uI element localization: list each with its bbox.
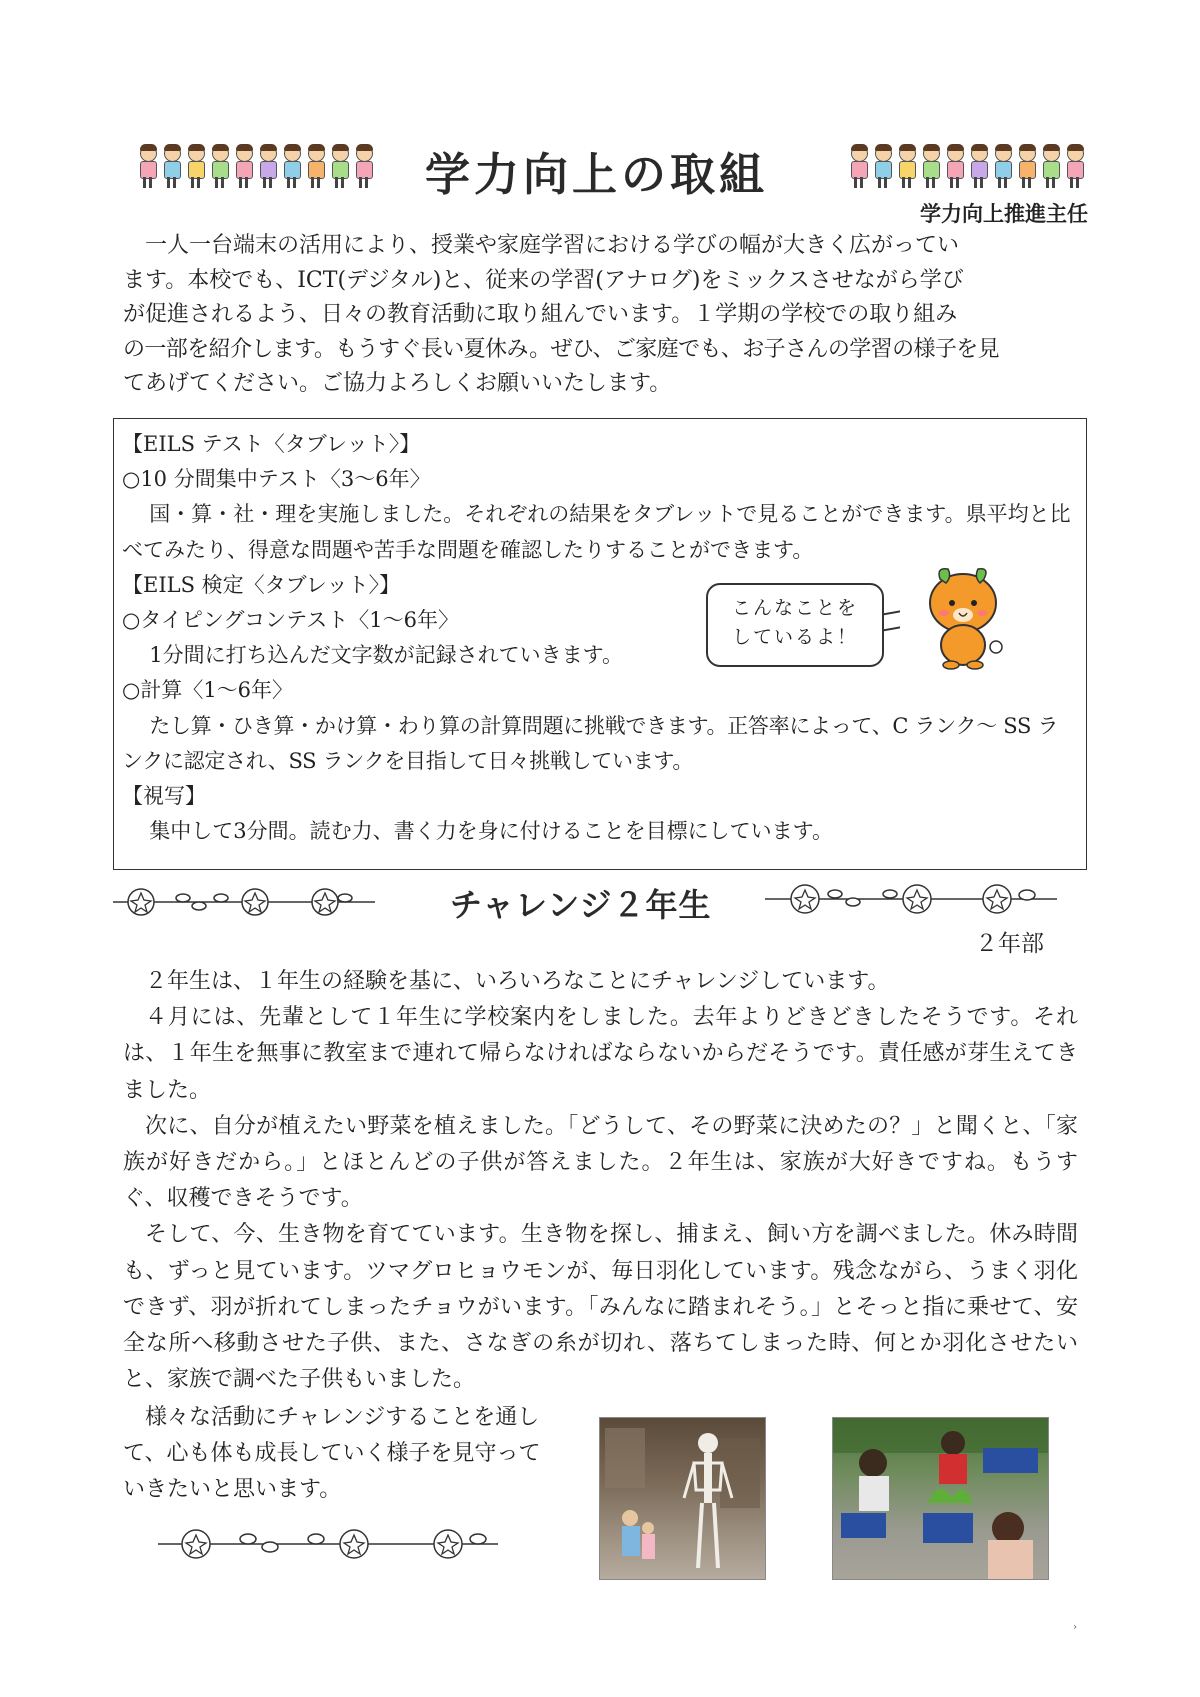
kids-illustration-right bbox=[848, 145, 1085, 190]
child-icon bbox=[1016, 145, 1037, 190]
bubble-line: しているよ！ bbox=[732, 626, 859, 648]
child-icon bbox=[329, 145, 350, 190]
closing-paragraph: 様々な活動にチャレンジすることを通して、心も体も成長していく様子を見守っていきたいと思います。 bbox=[123, 1405, 541, 1502]
child-icon bbox=[1064, 145, 1085, 190]
child-icon bbox=[185, 145, 206, 190]
intro-line: 一人一台端末の活用により、授業や家庭学習における学びの幅が大きく広がってい bbox=[145, 233, 960, 258]
bubble-line: こんなことを bbox=[732, 597, 859, 619]
child-icon bbox=[353, 145, 374, 190]
page-title: 学力向上の取組 bbox=[425, 148, 769, 201]
flower-ornament-left bbox=[113, 886, 375, 918]
photo-skeleton-model bbox=[599, 1417, 766, 1580]
child-icon bbox=[944, 145, 965, 190]
child-icon bbox=[161, 145, 182, 190]
child-icon bbox=[896, 145, 917, 190]
calc-text: たし算・ひき算・かけ算・わり算の計算問題に挑戦できます。正答率によって、C ランク～ SS ランクに認定され、SS ランクを目指して日々挑戦しています。 bbox=[122, 713, 1059, 773]
concentration-test-title: ○10 分間集中テスト〈3～6年〉 bbox=[122, 467, 431, 492]
child-icon bbox=[209, 145, 230, 190]
skeleton-icon bbox=[600, 1418, 765, 1579]
mascot-icon bbox=[918, 565, 1008, 670]
eils-exam-heading: 【EILS 検定〈タブレット〉】 bbox=[122, 572, 401, 597]
section2-body bbox=[123, 964, 1078, 1398]
kids-illustration-left bbox=[137, 145, 374, 190]
intro-line: ます。本校でも、ICT(デジタル)と、従来の学習(アナログ)をミックスさせながら学び bbox=[123, 267, 964, 293]
flower-ornament-bottom bbox=[158, 1526, 498, 1562]
author-label: 学力向上推進主任 bbox=[920, 202, 1088, 226]
page-mark: › bbox=[1073, 1622, 1077, 1633]
child-icon bbox=[305, 145, 326, 190]
intro-line: てあげてください。ご協力よろしくお願いいたします。 bbox=[123, 371, 672, 396]
child-icon bbox=[872, 145, 893, 190]
child-icon bbox=[848, 145, 869, 190]
child-icon bbox=[137, 145, 158, 190]
intro-line: が促進されるよう、日々の教育活動に取り組んでいます。１学期の学校での取り組み bbox=[123, 302, 958, 327]
speech-bubble bbox=[706, 583, 884, 667]
section2-paragraph: ２年生は、１年生の経験を基に、いろいろなことにチャレンジしています。 bbox=[145, 969, 890, 994]
copy-text: 集中して3分間。読む力、書く力を身に付けることを目標にしています。 bbox=[149, 819, 833, 844]
children-planting-icon bbox=[833, 1418, 1048, 1579]
eils-test-heading: 【EILS テスト〈タブレット〉】 bbox=[122, 432, 421, 456]
calc-title: ○計算〈1～6年〉 bbox=[122, 678, 294, 703]
section2-paragraph: ４月には、先輩として１年生に学校案内をしました。去年よりどきどきしたそうです。それは、１年生を無事に教室まで連れて帰らなければならないからだそうです。責任感が芽生えてきました。 bbox=[123, 1005, 1078, 1103]
concentration-test-text: 国・算・社・理を実施しました。それぞれの結果をタブレットで見ることができます。県平均と比べてみたり、得意な問題や苦手な問題を確認したりすることができます。 bbox=[122, 502, 1071, 562]
child-icon bbox=[257, 145, 278, 190]
intro-line: の一部を紹介します。もうすぐ長い夏休み。ぜひ、ご家庭でも、お子さんの学習の様子を見 bbox=[123, 336, 1000, 362]
child-icon bbox=[1040, 145, 1061, 190]
section2-title: チャレンジ２年生 bbox=[450, 886, 712, 924]
child-icon bbox=[281, 145, 302, 190]
section2-paragraph: そして、今、生き物を育てています。生き物を探し、捕まえ、飼い方を調べました。休み時間も、ずっと見ています。ツマグロヒョウモンが、毎日羽化しています。残念ながら、うまく羽化できず、羽が折れてしまったチョウがいます。「みんなに踏まれそう。」とそっと指に乗せて、安全な所へ移動させた子供、また、さなぎの糸が切れ、落ちてしまった時、何とか羽化させたいと、家族で調べた子供もいました。 bbox=[123, 1222, 1078, 1393]
section2-paragraph: 次に、自分が植えたい野菜を植えました。「どうして、その野菜に決めたの？」と聞くと、「家族が好きだから。」とほとんどの子供が答えました。２年生は、家族が大好きですね。もうすぐ、収穫できそうです。 bbox=[123, 1113, 1078, 1212]
flower-ornament-right bbox=[765, 882, 1057, 916]
child-icon bbox=[233, 145, 254, 190]
department-label: ２年部 bbox=[975, 931, 1044, 957]
photo-vegetable-planting bbox=[832, 1417, 1049, 1580]
child-icon bbox=[992, 145, 1013, 190]
copy-heading: 【視写】 bbox=[122, 784, 206, 809]
child-icon bbox=[920, 145, 941, 190]
child-icon bbox=[968, 145, 989, 190]
typing-contest-text: 1分間に打ち込んだ文字数が記録されていきます。 bbox=[149, 643, 623, 668]
typing-contest-title: ○タイピングコンテスト〈1～6年〉 bbox=[122, 608, 459, 633]
bubble-tail bbox=[882, 610, 900, 631]
intro-paragraph bbox=[123, 229, 1083, 402]
